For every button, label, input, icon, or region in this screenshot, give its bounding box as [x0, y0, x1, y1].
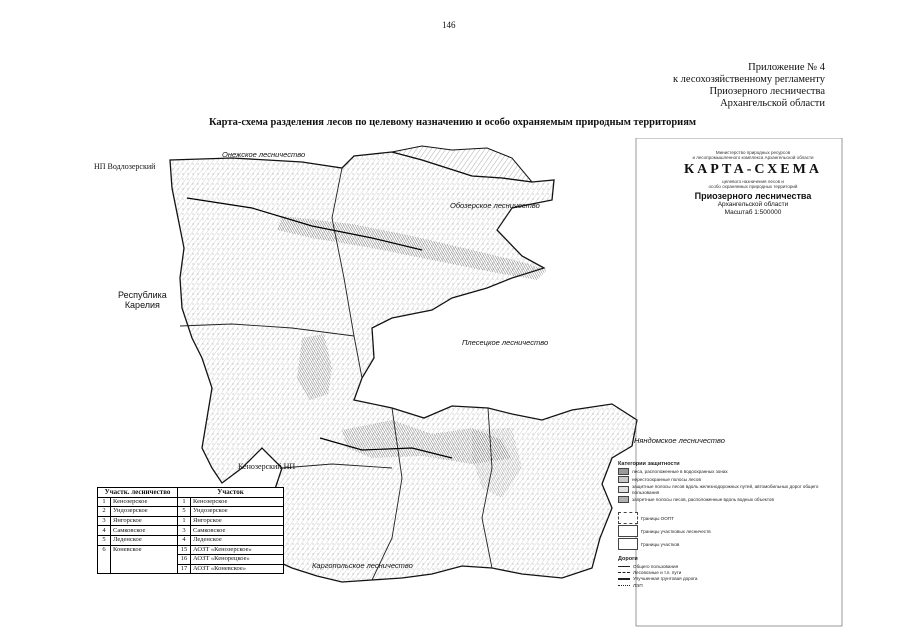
label-np-kenozersky: Кенозерский НП — [238, 462, 296, 471]
legend-roads-heading: Дороги — [618, 556, 638, 563]
appendix-line-3: Приозерного лесничества — [709, 86, 825, 97]
legend-road-item: ЛЭП — [618, 583, 836, 588]
legend-swatch — [618, 512, 638, 524]
title-block-heading: КАРТА-СХЕМА — [684, 162, 822, 177]
table-row: 6 Коневское 15 АОЗТ «Кенозерское» — [98, 545, 284, 555]
legend-heading: Категории защитности — [618, 461, 680, 467]
title-block-scale: Масштаб 1:500000 — [724, 209, 782, 216]
table-row: 4 Самковское 3 Самковское — [98, 526, 284, 536]
appendix-line-1: Приложение № 4 — [748, 62, 825, 73]
appendix-line-2: к лесохозяйственному регламенту — [672, 74, 825, 85]
table-header-plot: Участок — [178, 488, 284, 498]
page-number: 146 — [442, 20, 456, 30]
legend-boundary-item: Границы участков — [618, 538, 836, 550]
label-onega-forestry: Онежское лесничество — [222, 150, 306, 159]
title-block-sub-1: целевого назначения лесов и — [722, 179, 784, 184]
legend-item: нерестоохранные полосы лесов — [618, 476, 836, 483]
legend-boundary-item: Границы ООПТ — [618, 512, 836, 524]
map-title: Карта-схема разделения лесов по целевому назначению и особо охраняемым природным территориям — [208, 117, 697, 128]
legend-road-item: Улучшенная грунтовая дорога — [618, 576, 836, 581]
map-legend — [618, 462, 836, 589]
legend-road-item: Общего пользования — [618, 564, 836, 569]
label-kargopol-forestry: Каргопольское лесничество — [312, 561, 413, 570]
legend-swatch — [618, 468, 629, 475]
table-header-district: Участк. лесничество — [98, 488, 178, 498]
title-block-forestry: Приозерного лесничества — [694, 191, 812, 201]
appendix-line-4: Архангельской области — [720, 98, 825, 109]
legend-item: запретные полосы лесов, расположенные вдоль водных объектов — [618, 496, 836, 503]
legend-swatch — [618, 486, 629, 493]
label-np-vodlozersky: НП Водлозерский — [94, 162, 156, 171]
table-row: 1 Кенозерское 1 Кенозерское — [98, 497, 284, 507]
legend-road-item: Лесовозные и т.п. пути — [618, 570, 836, 575]
map-title-block — [668, 150, 838, 217]
table-row: 3 Янгорское 1 Янгорское — [98, 516, 284, 526]
table-row: 5 Леденское 4 Леденское — [98, 535, 284, 545]
table-row: 16 АОЗТ «Кенорецкое» — [98, 555, 284, 565]
legend-swatch — [618, 476, 629, 483]
title-block-region: Архангельской области — [717, 201, 789, 208]
label-plesetsk-forestry: Плесецкое лесничество — [462, 338, 549, 347]
ministry-line-2: и лесопромышленного комплекса Архангельской области — [692, 155, 814, 160]
table-row: 2 Ундозерское 5 Ундозерское — [98, 507, 284, 517]
label-nyandoma-forestry: Няндомское лесничество — [634, 436, 725, 445]
legend-swatch — [618, 525, 638, 537]
table-row: 17 АОЗТ «Коневское» — [98, 564, 284, 574]
legend-swatch — [618, 538, 638, 550]
ministry-line-1: Министерство природных ресурсов — [715, 150, 791, 155]
title-block-sub-2: особо охраняемых природных территорий — [708, 184, 798, 189]
legend-swatch — [618, 496, 629, 503]
label-obozersk-forestry: Обозерское лесничество — [450, 201, 540, 210]
legend-boundary-item: Границы участковых лесничеств — [618, 525, 836, 537]
legend-item: защитные полосы лесов вдоль железнодорожных путей, автомобильных дорог общего пользования — [618, 484, 836, 495]
district-table — [97, 487, 284, 574]
legend-item: леса, расположенные в водоохранных зонах — [618, 468, 836, 475]
appendix-note — [673, 62, 825, 110]
label-karelia: Республика Карелия — [118, 290, 167, 310]
